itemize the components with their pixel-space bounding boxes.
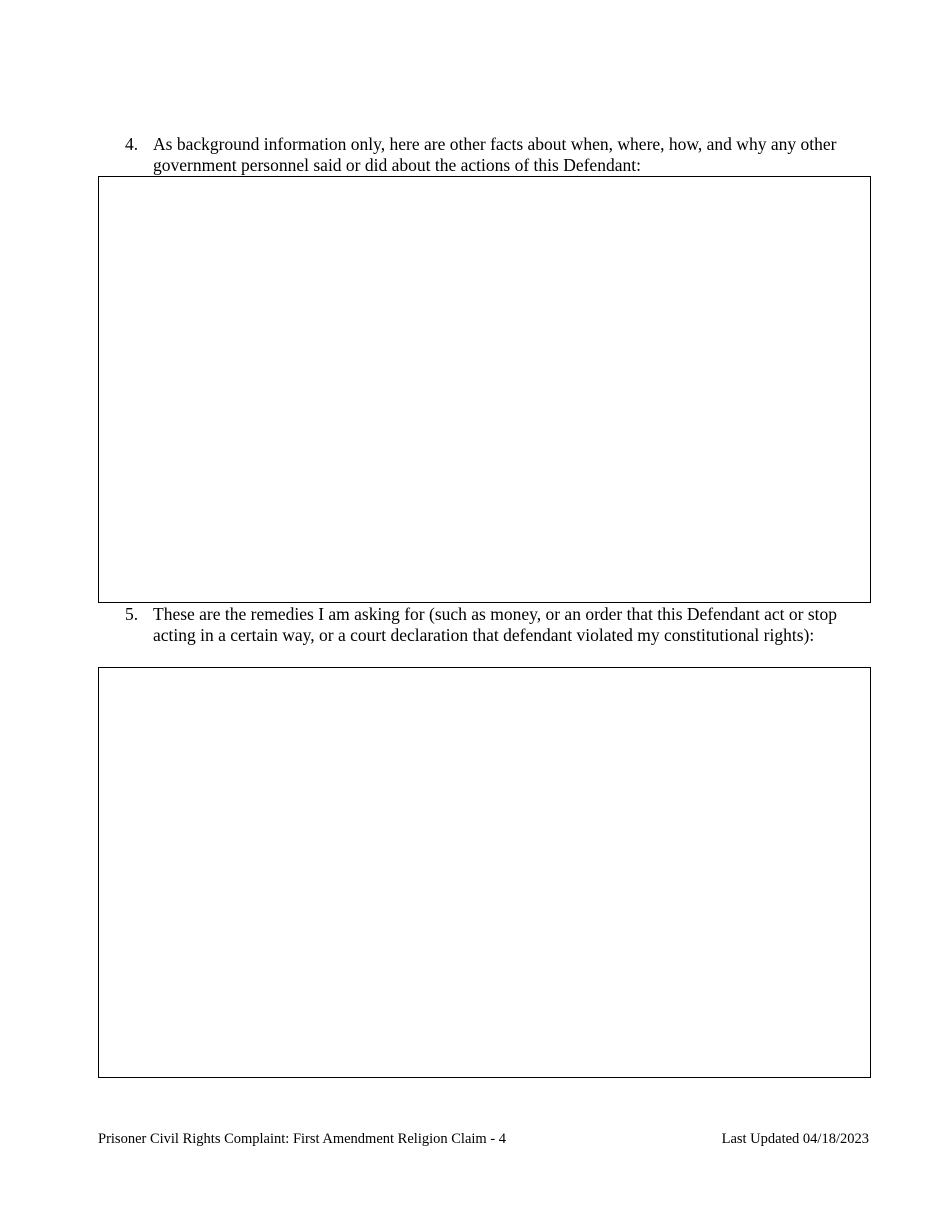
answer-box-background-facts[interactable] <box>98 176 871 603</box>
question-4 <box>125 134 865 176</box>
answer-box-remedies[interactable] <box>98 667 871 1078</box>
footer-title: Prisoner Civil Rights Complaint: First Amendment Religion Claim - 4 <box>98 1131 507 1147</box>
question-5 <box>125 604 865 646</box>
question-number: 5. <box>125 604 139 624</box>
question-number: 4. <box>125 134 139 154</box>
footer-last-updated: Last Updated 04/18/2023 <box>721 1131 869 1147</box>
question-text: These are the remedies I am asking for (such as money, or an order that this Defendant act or stop acting in a certain way, or a court declaration that defendant violated my constitutional rights): <box>153 604 838 645</box>
question-text: As background information only, here are other facts about when, where, how, and why any other government personnel said or did about the actions of this Defendant: <box>153 134 837 175</box>
